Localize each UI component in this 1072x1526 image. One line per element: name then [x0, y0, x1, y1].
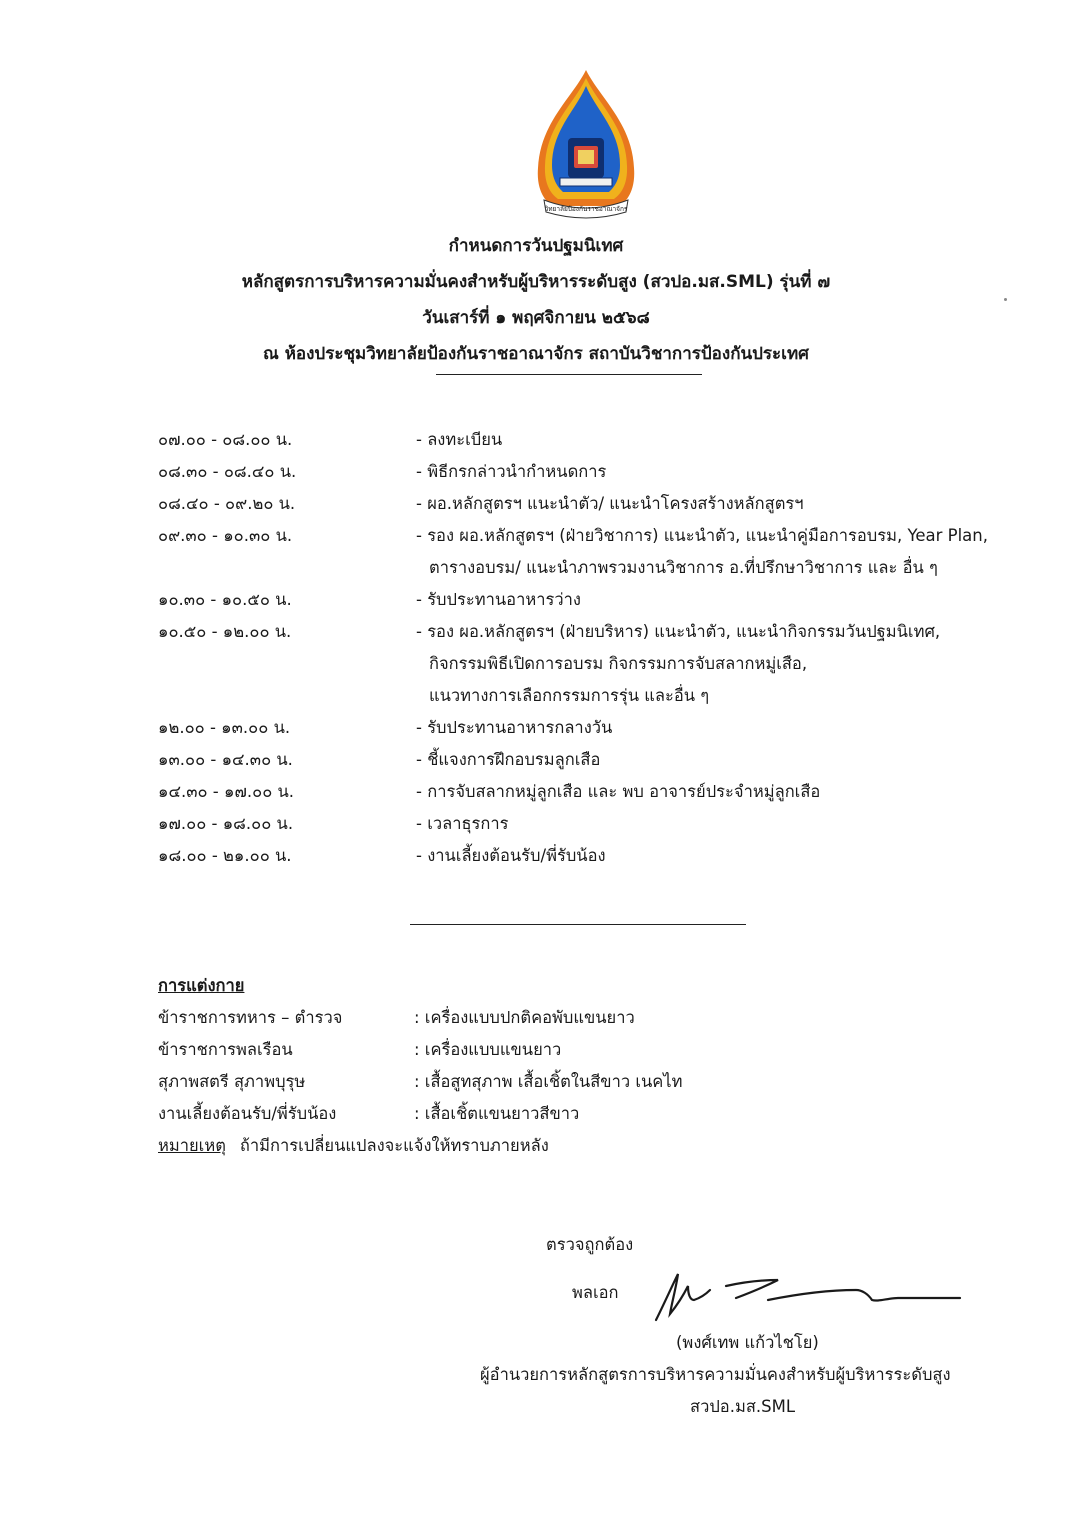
- dress-code-row: [158, 1066, 1038, 1098]
- schedule-time: ๑๘.๐๐ - ๒๑.๐๐ น.: [158, 846, 292, 865]
- schedule-activity-line: - การจับสลากหมู่ลูกเสือ และ พบ อาจารย์ประจำหมู่ลูกเสือ: [416, 782, 821, 801]
- signer-rank: พลเอก: [572, 1283, 619, 1302]
- schedule-time: ๑๒.๐๐ - ๑๓.๐๐ น.: [158, 718, 291, 737]
- header-venue: ณ ห้องประชุมวิทยาลัยป้องกันราชอาณาจักร สถาบันวิชาการป้องกันประเทศ: [263, 344, 809, 364]
- header-divider: [436, 374, 702, 375]
- dress-code-row: [158, 1034, 1038, 1066]
- dress-code-row: [158, 1002, 1038, 1034]
- schedule-row: [158, 808, 1048, 840]
- schedule-activity-line: - รอง ผอ.หลักสูตรฯ (ฝ่ายวิชาการ) แนะนำตัว, แนะนำคู่มือการอบรม, Year Plan,: [416, 526, 988, 545]
- schedule-activity-line: - ผอ.หลักสูตรฯ แนะนำตัว/ แนะนำโครงสร้างหลักสูตรฯ: [416, 494, 804, 513]
- scan-speck: [1004, 298, 1007, 301]
- schedule-row: [158, 744, 1048, 776]
- schedule-time: ๐๙.๓๐ - ๑๐.๓๐ น.: [158, 526, 293, 545]
- schedule-time: ๐๗.๐๐ - ๐๘.๐๐ น.: [158, 430, 293, 449]
- header-title: กำหนดการวันปฐมนิเทศ: [448, 236, 624, 256]
- remark-label: หมายเหตุ: [158, 1136, 226, 1155]
- schedule-activity: [416, 424, 1048, 456]
- schedule-activity: [416, 456, 1048, 488]
- dress-code-group: ข้าราชการพลเรือน: [158, 1040, 293, 1059]
- dress-code-group: สุภาพสตรี สุภาพบุรุษ: [158, 1072, 306, 1091]
- schedule-activity: [416, 520, 1048, 584]
- emblem-inner: [552, 86, 620, 192]
- schedule-activity-line: - พิธีกรกล่าวนำกำหนดการ: [416, 462, 607, 481]
- dress-code-section: [158, 970, 1038, 1162]
- remark: [158, 1130, 1038, 1162]
- section-divider: [410, 924, 746, 925]
- schedule-time: ๐๘.๓๐ - ๐๘.๔๐ น.: [158, 462, 297, 481]
- header-course: หลักสูตรการบริหารความมั่นคงสำหรับผู้บริหารระดับสูง (สวปอ.มส.SML) รุ่นที่ ๗: [241, 272, 831, 292]
- handwritten-signature: [648, 1264, 968, 1324]
- dress-code-row: [158, 1098, 1038, 1130]
- document-header: [0, 228, 1072, 372]
- remark-text: ถ้ามีการเปลี่ยนแปลงจะแจ้งให้ทราบภายหลัง: [239, 1136, 549, 1155]
- schedule-list: [158, 424, 1048, 872]
- schedule-activity-line: กิจกรรมพิธีเปิดการอบรม กิจกรรมการจับสลากหมู่เสือ,: [429, 654, 808, 673]
- schedule-activity: [416, 488, 1048, 520]
- schedule-time: ๑๐.๓๐ - ๑๐.๕๐ น.: [158, 590, 292, 609]
- schedule-row: [158, 488, 1048, 520]
- dress-code-attire: : เสื้อเชิ้ตแขนยาวสีขาว: [414, 1104, 580, 1123]
- schedule-activity: [416, 776, 1048, 808]
- schedule-time: ๐๘.๔๐ - ๐๙.๒๐ น.: [158, 494, 296, 513]
- schedule-activity: [416, 840, 1048, 872]
- schedule-time: ๑๔.๓๐ - ๑๗.๐๐ น.: [158, 782, 295, 801]
- dress-code-group: ข้าราชการทหาร – ตำรวจ: [158, 1008, 343, 1027]
- schedule-activity-line: - งานเลี้ยงต้อนรับ/พี่รับน้อง: [416, 846, 606, 865]
- verified-label: ตรวจถูกต้อง: [546, 1235, 634, 1254]
- svg-text:วิทยาลัยป้องกันราชอาณาจักร: วิทยาลัยป้องกันราชอาณาจักร: [544, 205, 628, 213]
- schedule-row: [158, 616, 1048, 712]
- schedule-row: [158, 456, 1048, 488]
- schedule-row: [158, 584, 1048, 616]
- schedule-activity: [416, 712, 1048, 744]
- schedule-activity-line: - รอง ผอ.หลักสูตรฯ (ฝ่ายบริหาร) แนะนำตัว, แนะนำกิจกรรมวันปฐมนิเทศ,: [416, 622, 941, 641]
- college-emblem-icon: [530, 68, 642, 220]
- schedule-activity-line: - เวลาธุรการ: [416, 814, 509, 833]
- schedule-time: ๑๗.๐๐ - ๑๘.๐๐ น.: [158, 814, 294, 833]
- schedule-row: [158, 520, 1048, 584]
- dress-code-title: การแต่งกาย: [158, 976, 245, 995]
- signer-name: (พงศ์เทพ แก้วไชโย): [676, 1333, 819, 1352]
- schedule-time: ๑๓.๐๐ - ๑๔.๓๐ น.: [158, 750, 293, 769]
- dress-code-attire: : เครื่องแบบปกติคอพับแขนยาว: [414, 1008, 635, 1027]
- schedule-row: [158, 840, 1048, 872]
- schedule-activity-line: - ชี้แจงการฝึกอบรมลูกเสือ: [416, 750, 601, 769]
- dress-code-attire: : เสื้อสูทสุภาพ เสื้อเชิ้ตในสีขาว เนคไท: [414, 1072, 683, 1091]
- schedule-activity-line: - รับประทานอาหารกลางวัน: [416, 718, 613, 737]
- schedule-row: [158, 712, 1048, 744]
- signer-organization: สวปอ.มส.SML: [690, 1397, 796, 1416]
- schedule-activity-line: แนวทางการเลือกกรรมการรุ่น และอื่น ๆ: [429, 686, 710, 705]
- schedule-time: ๑๐.๕๐ - ๑๒.๐๐ น.: [158, 622, 292, 641]
- schedule-row: [158, 424, 1048, 456]
- dress-code-attire: : เครื่องแบบแขนยาว: [414, 1040, 562, 1059]
- header-date: วันเสาร์ที่ ๑ พฤศจิกายน ๒๕๖๘: [422, 308, 650, 328]
- schedule-activity: [416, 808, 1048, 840]
- schedule-activity: [416, 744, 1048, 776]
- schedule-activity-line: ตารางอบรม/ แนะนำภาพรวมงานวิชาการ อ.ที่ปรึกษาวิชาการ และ อื่น ๆ: [429, 558, 938, 577]
- schedule-activity: [416, 584, 1048, 616]
- dress-code-group: งานเลี้ยงต้อนรับ/พี่รับน้อง: [158, 1104, 337, 1123]
- schedule-row: [158, 776, 1048, 808]
- schedule-activity-line: - รับประทานอาหารว่าง: [416, 590, 581, 609]
- signer-position: ผู้อำนวยการหลักสูตรการบริหารความมั่นคงสำหรับผู้บริหารระดับสูง: [480, 1365, 951, 1384]
- schedule-activity: [416, 616, 1048, 712]
- dress-code-list: [158, 1002, 1038, 1130]
- schedule-activity-line: - ลงทะเบียน: [416, 430, 503, 449]
